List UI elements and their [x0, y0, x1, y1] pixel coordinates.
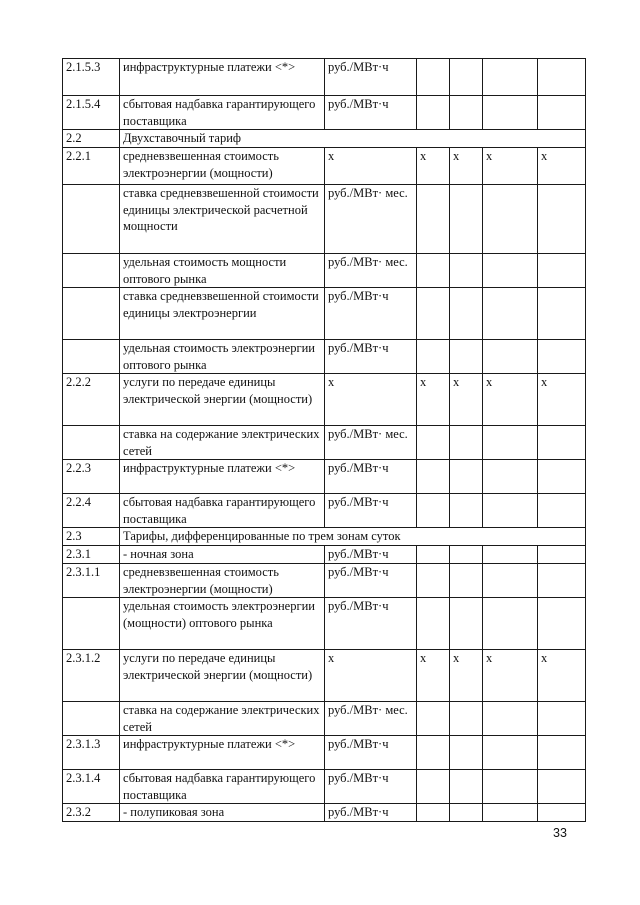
indicator-name: удельная стоимость электроэнергии оптового рынка [120, 340, 325, 374]
unit-cell: руб./МВт·ч [325, 494, 417, 528]
table-row [63, 804, 586, 822]
value-cell [417, 546, 450, 564]
value-cell [417, 736, 450, 770]
row-number: 2.3.1.4 [63, 770, 120, 804]
row-number: 2.2.2 [63, 374, 120, 426]
value-cell [450, 804, 483, 822]
unit-cell: руб./МВт· мес. [325, 254, 417, 288]
value-cell [483, 254, 538, 288]
table-row [63, 59, 586, 96]
indicator-name: услуги по передаче единицы электрической энергии (мощности) [120, 650, 325, 702]
value-cell [538, 770, 586, 804]
indicator-name: удельная стоимость мощности оптового рынка [120, 254, 325, 288]
unit-cell: руб./МВт· мес. [325, 185, 417, 254]
indicator-name: сбытовая надбавка гарантирующего поставщика [120, 96, 325, 130]
row-number: 2.3 [63, 528, 120, 546]
unit-cell: х [325, 148, 417, 185]
value-cell: х [450, 148, 483, 185]
table-row [63, 460, 586, 494]
unit-cell: руб./МВт·ч [325, 564, 417, 598]
table-body [63, 59, 586, 822]
indicator-name: сбытовая надбавка гарантирующего поставщика [120, 494, 325, 528]
value-cell [483, 546, 538, 564]
value-cell [538, 340, 586, 374]
row-number: 2.1.5.3 [63, 59, 120, 96]
section-title: Двухставочный тариф [120, 130, 586, 148]
unit-cell: х [325, 374, 417, 426]
value-cell [483, 736, 538, 770]
value-cell [450, 254, 483, 288]
value-cell [538, 546, 586, 564]
indicator-name: удельная стоимость электроэнергии (мощности) оптового рынка [120, 598, 325, 650]
value-cell [417, 340, 450, 374]
value-cell: х [538, 374, 586, 426]
value-cell [417, 770, 450, 804]
value-cell [417, 702, 450, 736]
value-cell: х [417, 650, 450, 702]
value-cell: х [538, 650, 586, 702]
value-cell [417, 804, 450, 822]
unit-cell: руб./МВт·ч [325, 546, 417, 564]
value-cell [538, 96, 586, 130]
value-cell: х [483, 148, 538, 185]
unit-cell: руб./МВт·ч [325, 59, 417, 96]
tariff-table [62, 58, 586, 822]
table-row [63, 340, 586, 374]
indicator-name: ставка на содержание электрических сетей [120, 702, 325, 736]
section-row [63, 130, 586, 148]
row-number: 2.3.1.3 [63, 736, 120, 770]
value-cell [417, 426, 450, 460]
table-row [63, 650, 586, 702]
unit-cell: руб./МВт·ч [325, 96, 417, 130]
row-number [63, 426, 120, 460]
row-number [63, 598, 120, 650]
value-cell [483, 598, 538, 650]
value-cell [417, 96, 450, 130]
value-cell [417, 460, 450, 494]
unit-cell: руб./МВт·ч [325, 598, 417, 650]
unit-cell: руб./МВт·ч [325, 770, 417, 804]
value-cell [450, 770, 483, 804]
indicator-name: средневзвешенная стоимость электроэнергии (мощности) [120, 564, 325, 598]
unit-cell: руб./МВт· мес. [325, 426, 417, 460]
value-cell [483, 96, 538, 130]
unit-cell: руб./МВт·ч [325, 288, 417, 340]
value-cell [450, 598, 483, 650]
value-cell [538, 185, 586, 254]
value-cell [450, 185, 483, 254]
table-row [63, 770, 586, 804]
table-row [63, 426, 586, 460]
value-cell [538, 736, 586, 770]
value-cell [450, 546, 483, 564]
value-cell: х [417, 148, 450, 185]
row-number [63, 254, 120, 288]
indicator-name: ставка на содержание электрических сетей [120, 426, 325, 460]
value-cell [483, 340, 538, 374]
value-cell [483, 804, 538, 822]
indicator-name: - ночная зона [120, 546, 325, 564]
section-title: Тарифы, дифференцированные по трем зонам суток [120, 528, 586, 546]
row-number: 2.2.1 [63, 148, 120, 185]
unit-cell: руб./МВт·ч [325, 460, 417, 494]
value-cell [483, 564, 538, 598]
indicator-name: инфраструктурные платежи <*> [120, 460, 325, 494]
page-number: 33 [553, 826, 567, 840]
table-row [63, 702, 586, 736]
table-row [63, 185, 586, 254]
value-cell [483, 702, 538, 736]
table-row [63, 598, 586, 650]
value-cell [483, 185, 538, 254]
row-number [63, 288, 120, 340]
value-cell: х [483, 374, 538, 426]
row-number: 2.3.1 [63, 546, 120, 564]
value-cell [483, 770, 538, 804]
indicator-name: ставка средневзвешенной стоимости единицы электроэнергии [120, 288, 325, 340]
value-cell [417, 254, 450, 288]
value-cell [450, 59, 483, 96]
value-cell [450, 340, 483, 374]
value-cell [417, 185, 450, 254]
table-row [63, 564, 586, 598]
row-number: 2.2.4 [63, 494, 120, 528]
value-cell [483, 59, 538, 96]
table-row [63, 374, 586, 426]
value-cell [483, 460, 538, 494]
value-cell: х [417, 374, 450, 426]
value-cell [450, 460, 483, 494]
value-cell [417, 59, 450, 96]
indicator-name: ставка средневзвешенной стоимости единицы электрической расчетной мощности [120, 185, 325, 254]
value-cell: х [538, 148, 586, 185]
indicator-name: - полупиковая зона [120, 804, 325, 822]
table-row [63, 288, 586, 340]
indicator-name: услуги по передаче единицы электрической энергии (мощности) [120, 374, 325, 426]
row-number: 2.3.1.2 [63, 650, 120, 702]
value-cell [483, 426, 538, 460]
row-number: 2.2 [63, 130, 120, 148]
table-row [63, 148, 586, 185]
value-cell [417, 598, 450, 650]
value-cell [483, 494, 538, 528]
indicator-name: сбытовая надбавка гарантирующего поставщика [120, 770, 325, 804]
value-cell [538, 494, 586, 528]
table-row [63, 494, 586, 528]
indicator-name: средневзвешенная стоимость электроэнергии (мощности) [120, 148, 325, 185]
table-row [63, 96, 586, 130]
unit-cell: х [325, 650, 417, 702]
value-cell [538, 426, 586, 460]
value-cell [538, 564, 586, 598]
row-number [63, 185, 120, 254]
row-number: 2.3.1.1 [63, 564, 120, 598]
row-number [63, 340, 120, 374]
row-number: 2.3.2 [63, 804, 120, 822]
value-cell [450, 426, 483, 460]
value-cell [538, 702, 586, 736]
value-cell [538, 254, 586, 288]
indicator-name: инфраструктурные платежи <*> [120, 736, 325, 770]
value-cell [450, 494, 483, 528]
unit-cell: руб./МВт·ч [325, 736, 417, 770]
value-cell [417, 564, 450, 598]
row-number: 2.1.5.4 [63, 96, 120, 130]
value-cell [450, 702, 483, 736]
value-cell: х [483, 650, 538, 702]
table-row [63, 254, 586, 288]
row-number: 2.2.3 [63, 460, 120, 494]
row-number [63, 702, 120, 736]
value-cell [450, 736, 483, 770]
table-row [63, 546, 586, 564]
value-cell [450, 288, 483, 340]
value-cell: х [450, 374, 483, 426]
value-cell [538, 59, 586, 96]
section-row [63, 528, 586, 546]
indicator-name: инфраструктурные платежи <*> [120, 59, 325, 96]
unit-cell: руб./МВт· мес. [325, 702, 417, 736]
value-cell [450, 564, 483, 598]
table-row [63, 736, 586, 770]
value-cell [483, 288, 538, 340]
unit-cell: руб./МВт·ч [325, 804, 417, 822]
value-cell [538, 288, 586, 340]
value-cell: х [450, 650, 483, 702]
value-cell [538, 460, 586, 494]
value-cell [538, 804, 586, 822]
value-cell [450, 96, 483, 130]
value-cell [417, 288, 450, 340]
value-cell [538, 598, 586, 650]
unit-cell: руб./МВт·ч [325, 340, 417, 374]
value-cell [417, 494, 450, 528]
